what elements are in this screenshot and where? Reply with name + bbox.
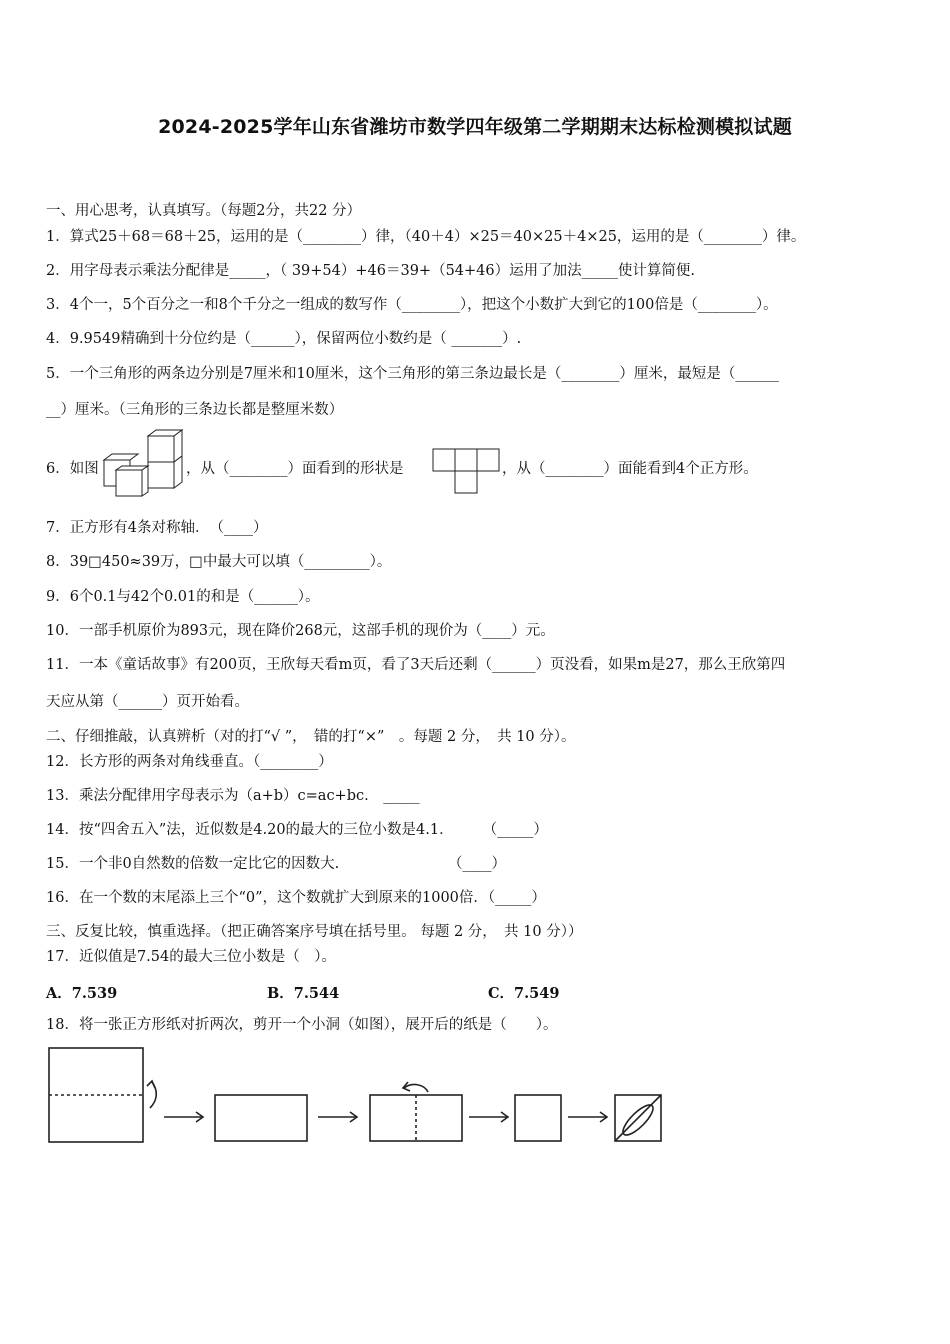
question-7: 7．正方形有4条对称轴． （____） [46, 520, 268, 536]
question-1: 1．算式25＋68＝68＋25，运用的是（________）律，（40＋4）×25＝40×25＋4×25，运用的是（________）律。 [46, 229, 806, 245]
section-3-heading: 三、反复比较，慎重选择。（把正确答案序号填在括号里。 每题 2 分， 共 10 分）） [46, 924, 583, 940]
question-15: 15．一个非0自然数的倍数一定比它的因数大. （____） [46, 856, 507, 872]
page-title: 2024-2025学年山东省潍坊市数学四年级第二学期期末达标检测模拟试题 [158, 116, 792, 138]
question-6-part-c: ，从（________）面能看到4个正方形。 [502, 461, 758, 477]
section-2-heading: 二、仔细推敲，认真辨析（对的打“√ ”， 错的打“×” 。每题 2 分， 共 10 分）。 [46, 729, 576, 745]
option-a: A．7.539 [46, 985, 118, 1002]
view-shape-figure [432, 448, 500, 496]
question-3: 3．4个一，5个百分之一和8个千分之一组成的数写作（________），把这个小数扩大到它的100倍是（________）。 [46, 297, 778, 313]
question-18: 18．将一张正方形纸对折两次，剪开一个小洞（如图），展开后的纸是（ ）。 [46, 1017, 558, 1033]
question-4: 4．9.9549精确到十分位约是（______），保留两位小数约是（ _______）. [46, 331, 522, 347]
question-11-line-1: 11．一本《童话故事》有200页，王欣每天看m页，看了3天后还剩（______）页没看，如果m是27，那么王欣第四 [46, 657, 786, 673]
question-10: 10．一部手机原价为893元，现在降价268元，这部手机的现价为（____）元。 [46, 623, 555, 639]
question-17: 17．近似值是7.54的最大三位小数是（ ）。 [46, 949, 336, 965]
question-16: 16．在一个数的末尾添上三个“0”，这个数就扩大到原来的1000倍．（_____） [46, 890, 546, 906]
question-5-line-1: 5．一个三角形的两条边分别是7厘米和10厘米，这个三角形的第三条边最长是（________）厘米，最短是（______ [46, 366, 779, 382]
question-14: 14．按“四舍五入”法，近似数是4.20的最大的三位小数是4.1． （_____） [46, 822, 548, 838]
question-6-part-b: ，从（________）面看到的形状是 [186, 461, 404, 477]
question-6-part-a: 6．如图 [46, 461, 99, 477]
question-2: 2．用字母表示乘法分配律是_____，（ 39+54）+46＝39+（54+46）运用了加法_____使计算简便. [46, 263, 695, 279]
paper-folding-figure [46, 1044, 666, 1146]
question-9: 9．6个0.1与42个0.01的和是（______）。 [46, 589, 320, 605]
section-1-heading: 一、用心思考，认真填写。（每题2分，共22 分） [46, 203, 362, 219]
option-c: C．7.549 [488, 985, 560, 1002]
cube-stack-figure [102, 428, 184, 498]
question-5-line-2: __）厘米。（三角形的三条边长都是整厘米数） [46, 402, 344, 418]
question-8: 8．39□450≈39万，□中最大可以填（_________）。 [46, 554, 392, 570]
question-11-line-2: 天应从第（______）页开始看。 [46, 694, 249, 710]
question-13: 13．乘法分配律用字母表示为（a+b）c=ac+bc. _____ [46, 788, 420, 804]
question-12: 12．长方形的两条对角线垂直。（________） [46, 754, 333, 770]
option-b: B．7.544 [267, 985, 340, 1002]
